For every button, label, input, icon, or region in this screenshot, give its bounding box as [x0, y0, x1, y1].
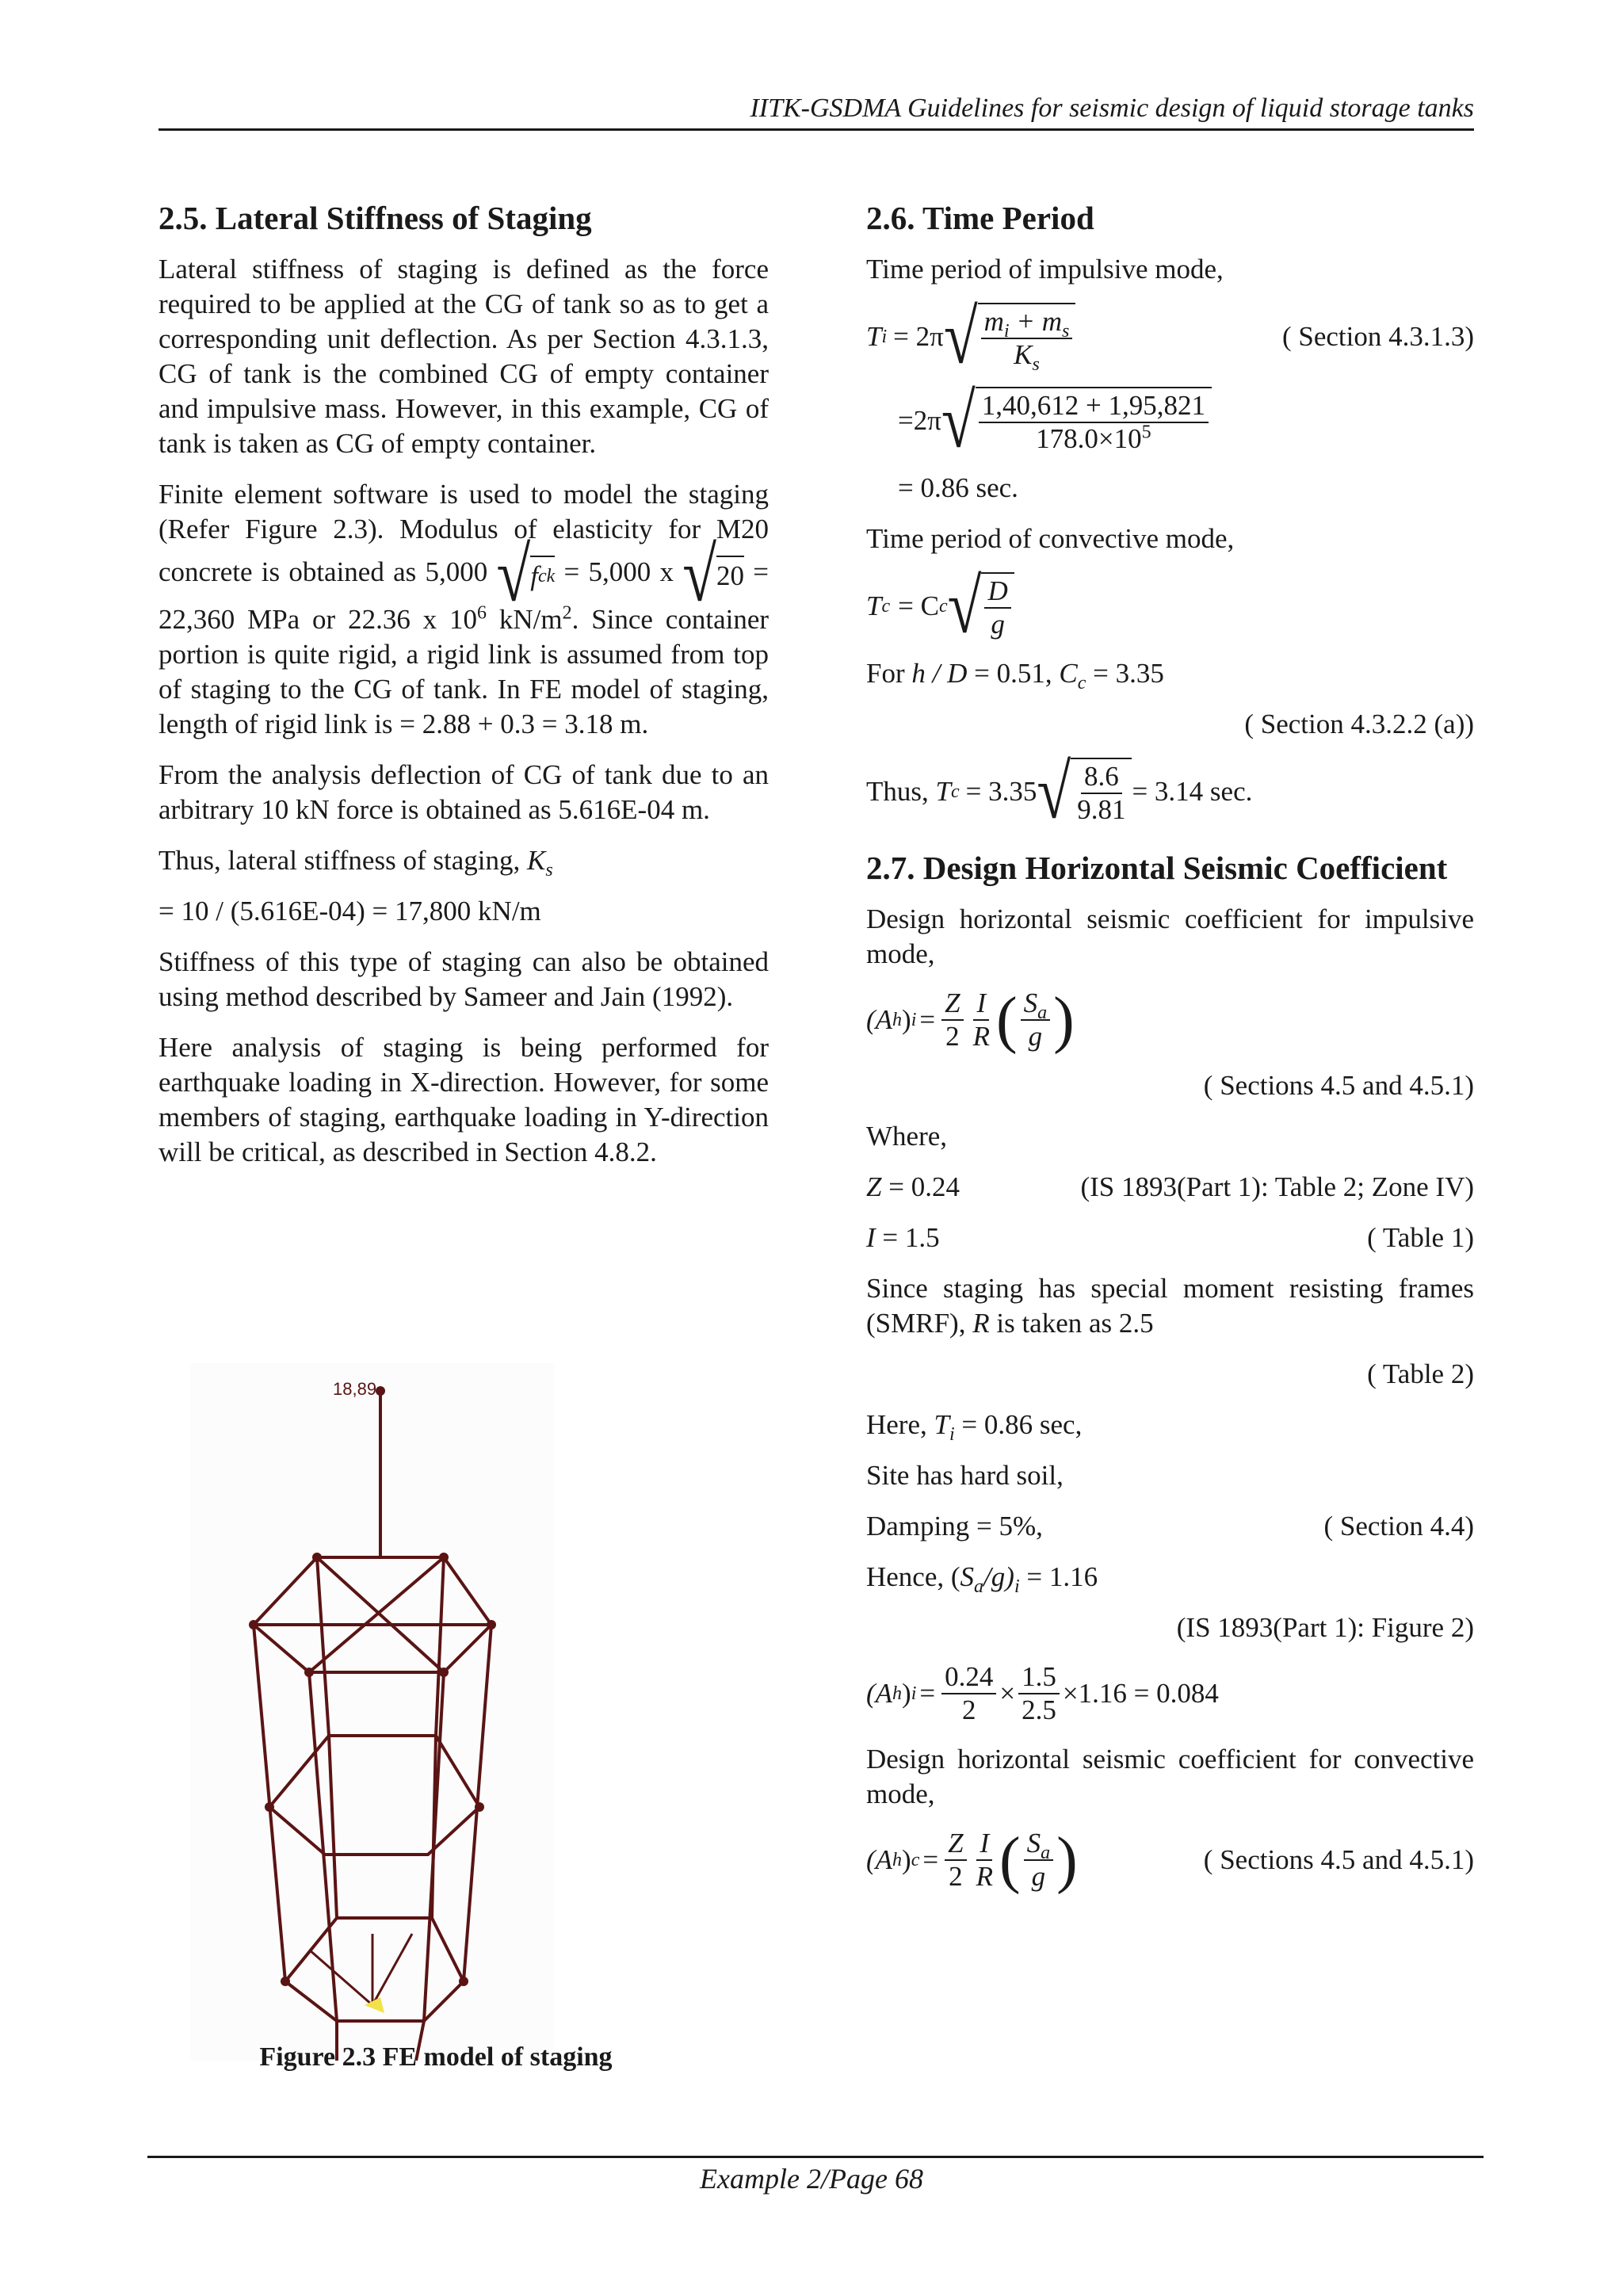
sqrt-fck: √ f ck	[496, 531, 556, 617]
axes-icon	[309, 1934, 412, 2005]
reference-4-3-1-3: ( Section 4.3.1.3)	[1281, 321, 1474, 352]
convective-coefficient-label: Design horizontal seismic coefficient for convective mode,	[866, 1744, 1474, 1809]
equation-ti: T i = 2π √ $\frac{m_i + m_s}{K_s}$ ( Section 4.3.1.3)	[866, 293, 1474, 380]
equation-tc: T c = C c √ $\frac{D}{g}$	[866, 572, 1474, 640]
hd-ratio-line: For h / D = 0.51, $C_c = 3.35$	[866, 658, 1164, 693]
paragraph-fe-model: Finite element software is used to model the staging (Refer Figure 2.3). Modulus of elasticity for M20 concrete is obtained as 5,000 √ f ck = 5,000 x √ 20 = 22,360 MPa or 22.36 x $10^6$ $kN/m^2$. Since container portion is quite rigid, a rigid link is assumed from top of staging to the CG of tank. In FE model of staging, length of rigid link is = 2.88 + 0.3 = 3.18 m.	[158, 479, 769, 739]
smrf-paragraph: Since staging has special moment resisting frames (SMRF), R is taken as 2.5	[866, 1273, 1474, 1339]
paragraph-direction: Here analysis of staging is being performed for earthquake loading in X-direction. However, for some members of staging, earthquake loading in Y-direction will be critical, as described in Section 4.8.2.	[158, 1032, 769, 1167]
equation-ah-impulsive: (A h ) i = $\frac{Z}{2}$ $\frac{I}{R}$ ( $\frac{S_a}{g}$ )	[866, 985, 1075, 1055]
ti-result: = 0.86 sec.	[898, 472, 1018, 503]
staging-frame-drawing	[190, 1363, 555, 2061]
section-heading-2-6: 2.6. Time Period	[866, 200, 1094, 236]
page-footer: Example 2/Page 68	[700, 2163, 923, 2195]
equation-ti-values: =2π √ $\frac{1,40,612 + 1,95,821}{178.0\times 10^5}$	[898, 387, 1474, 455]
section-heading-2-7: 2.7. Design Horizontal Seismic Coefficient	[866, 850, 1448, 886]
section-heading-2-5: 2.5. Lateral Stiffness of Staging	[158, 200, 592, 236]
equation-ah-impulsive-values: (A h ) i = $\frac{0.24}{2}$ × $\frac{1.5}{2.5}$ ×1.16 = 0.084	[866, 1661, 1219, 1725]
figure-caption: Figure 2.3 FE model of staging	[259, 2042, 613, 2072]
where-label: Where,	[866, 1121, 948, 1152]
equation-ah-convective: (A h ) c = $\frac{Z}{2}$ $\frac{I}{R}$ ( $\frac{S_a}{g}$ ) ( Sections 4.5 and 4.5.1)	[866, 1825, 1474, 1895]
reference-figure-2: (IS 1893(Part 1): Figure 2)	[1176, 1612, 1474, 1643]
running-header: IITK-GSDMA Guidelines for seismic design of liquid storage tanks	[750, 94, 1474, 123]
hence-line: Hence, $(S_a/g)_i = 1.16$	[866, 1561, 1098, 1597]
impulsive-coefficient-label: Design horizontal seismic coefficient for impulsive mode,	[866, 904, 1474, 969]
node-label: 18,89	[333, 1379, 377, 1399]
equation-tc-values: Thus, T c = 3.35 √ $\frac{8.6}{9.81}$ = 3.14 sec.	[866, 748, 1253, 835]
fe-model-figure	[190, 1363, 555, 2061]
site-line: Site has hard soil,	[866, 1460, 1064, 1491]
footer-rule	[147, 2156, 1484, 2158]
i-line: I = 1.5 ( Table 1)	[866, 1222, 1474, 1253]
here-line: Here, $T_i = 0.86$ sec,	[866, 1409, 1083, 1445]
reference-4-3-2-2: ( Section 4.3.2.2 (a))	[1244, 709, 1474, 739]
impulsive-period-label: Time period of impulsive mode,	[866, 254, 1224, 285]
header-rule	[158, 128, 1474, 131]
convective-period-label: Time period of convective mode,	[866, 523, 1235, 554]
reference-4-5: ( Sections 4.5 and 4.5.1)	[1203, 1070, 1474, 1101]
text-fragment: = 5,000 x	[563, 556, 674, 588]
z-line: Z = 0.24 (IS 1893(Part 1): Table 2; Zone IV)	[866, 1171, 1474, 1202]
text-fragment: Finite element software is used to model the staging (Refer Figure 2.3). Modulus of elasticity for M20 concrete is obtained as 5,000	[158, 479, 769, 588]
paragraph-stiffness-value: = 10 / (5.616E-04) = 17,800 kN/m	[158, 896, 541, 926]
paragraph-stiffness-label: Thus, lateral stiffness of staging, $K_s$	[158, 845, 553, 881]
sqrt-20: √ 20	[682, 531, 745, 617]
damping-line: Damping = 5%, ( Section 4.4)	[866, 1511, 1474, 1541]
paragraph-deflection: From the analysis deflection of CG of tank due to an arbitrary 10 kN force is obtained as 5.616E-04 m.	[158, 759, 769, 825]
text-fragment: = 22,360 MPa or 22.36 x 10	[158, 556, 769, 635]
left-column	[158, 198, 769, 1186]
right-column	[866, 198, 1474, 1908]
paragraph-method: Stiffness of this type of staging can also be obtained using method described by Sameer and Jain (1992).	[158, 946, 769, 1012]
paragraph-definition: Lateral stiffness of staging is defined as the force required to be applied at the CG of tank so as to get a corresponding unit deflection. As per Section 4.3.1.3, CG of tank is the combined CG of empty container and impulsive mass. However, in this example, CG of tank is taken as CG of empty container.	[158, 254, 769, 459]
reference-table-2: ( Table 2)	[1367, 1358, 1474, 1389]
